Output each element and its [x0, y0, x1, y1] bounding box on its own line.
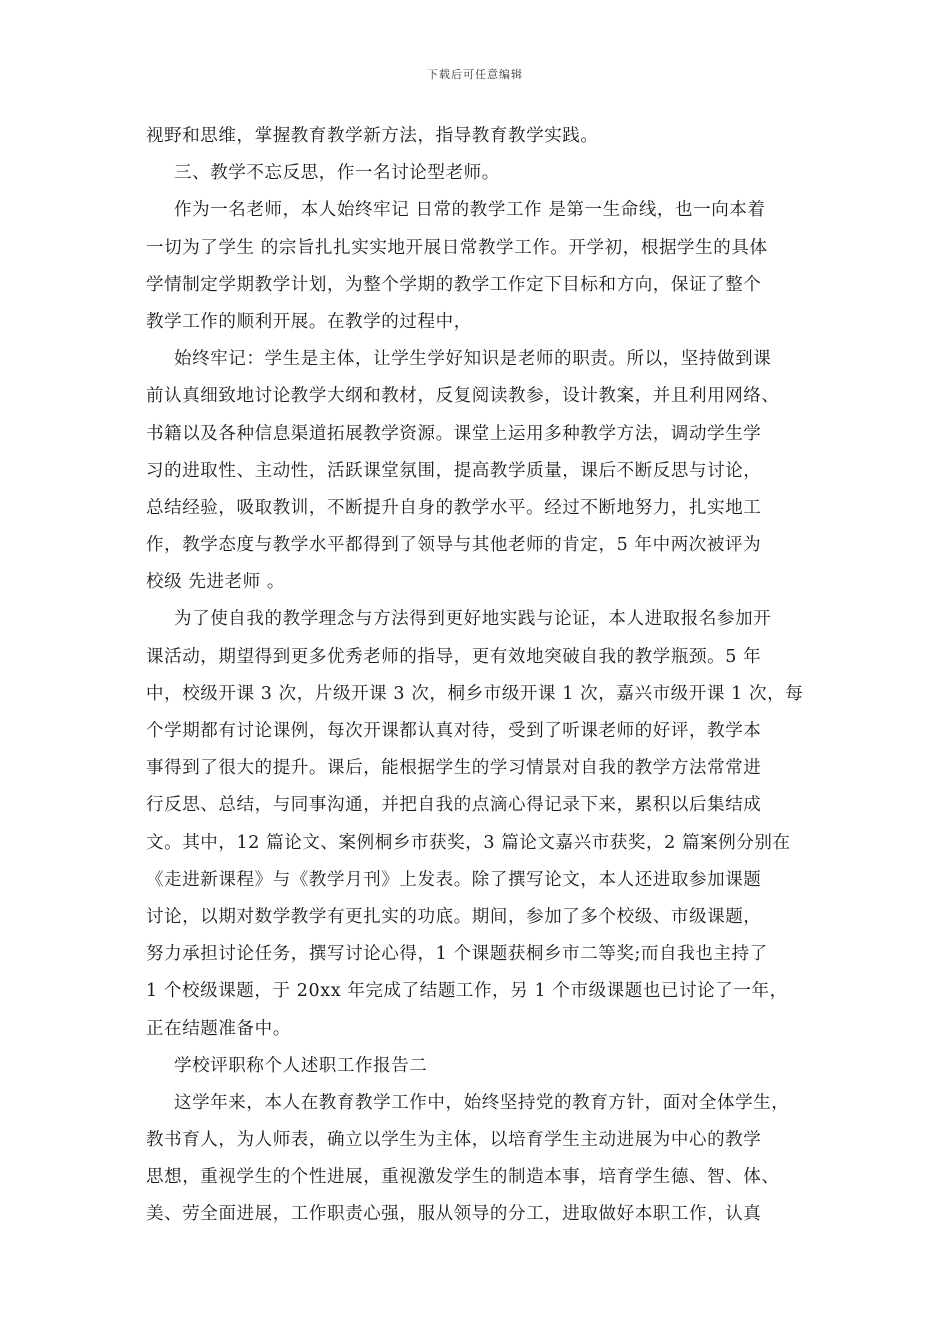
text-line: 视野和思维，掌握教育教学新方法，指导教育教学实践。 [146, 126, 599, 146]
text-line: 作，教学态度与教学水平都得到了领导与其他老师的肯定，5 年中两次被评为 [146, 535, 762, 556]
text-line: 讨论，以期对数学教学有更扎实的功底。期间，参加了多个校级、市级课题， [146, 906, 762, 927]
text-line: 书籍以及各种信息渠道拓展教学资源。课堂上运用多种教学方法，调动学生学 [146, 423, 762, 444]
document-body [146, 118, 806, 1234]
text-line: 1 个校级课题，于 20xx 年完成了结题工作，另 1 个市级课题也已讨论了一年， [146, 981, 788, 1002]
text-line: 文。其中，12 篇论文、案例桐乡市获奖，3 篇论文嘉兴市获奖，2 篇案例分别在 [146, 832, 791, 853]
text-line: 事得到了很大的提升。课后，能根据学生的学习情景对自我的教学方法常常进 [146, 758, 762, 779]
text-line: 学情制定学期教学计划，为整个学期的教学工作定下目标和方向，保证了整个 [146, 274, 762, 295]
text-line: 始终牢记：学生是主体，让学生学好知识是老师的职责。所以，坚持做到课 [174, 349, 772, 370]
text-line: 行反思、总结，与同事沟通，并把自我的点滴心得记录下来，累积以后集结成 [146, 795, 762, 816]
text-line: 总结经验，吸取教训，不断提升自身的教学水平。经过不断地努力，扎实地工 [146, 497, 762, 518]
text-line: 为了使自我的教学理念与方法得到更好地实践与论证，本人进取报名参加开 [174, 609, 772, 630]
text-line: 前认真细致地讨论教学大纲和教材，反复阅读教参，设计教案，并且利用网络、 [146, 386, 780, 407]
text-line: 努力承担讨论任务，撰写讨论心得，1 个课题获桐乡市二等奖;而自我也主持了 [146, 944, 768, 965]
text-line: 作为一名老师，本人始终牢记 日常的教学工作 是第一生命线，也一向本着 [174, 200, 766, 221]
text-line: 《走进新课程》与《教学月刊》上发表。除了撰写论文，本人还进取参加课题 [146, 869, 762, 890]
text-line: 学校评职称个人述职工作报告二 [174, 1055, 428, 1076]
text-line: 这学年来，本人在教育教学工作中，始终坚持党的教育方针，面对全体学生， [174, 1092, 790, 1113]
text-line: 课活动，期望得到更多优秀老师的指导，更有效地突破自我的教学瓶颈。5 年 [146, 646, 762, 667]
text-line: 正在结题准备中。 [146, 1018, 291, 1039]
text-line: 校级 先进老师 。 [146, 572, 286, 593]
text-line: 个学期都有讨论课例，每次开课都认真对待，受到了听课老师的好评，教学本 [146, 721, 762, 741]
text-line: 三、教学不忘反思，作一名讨论型老师。 [174, 163, 500, 184]
text-line: 一切为了学生 的宗旨扎扎实实地开展日常教学工作。开学初，根据学生的具体 [146, 237, 768, 258]
text-line: 教学工作的顺利开展。在教学的过程中， [146, 311, 472, 332]
page-header-note: 下载后可任意编辑 [427, 68, 523, 81]
text-line: 思想，重视学生的个性进展，重视激发学生的制造本事，培育学生德、智、体、 [146, 1167, 780, 1188]
text-line: 习的进取性、主动性，活跃课堂氛围，提高教学质量，课后不断反思与讨论， [146, 460, 762, 481]
text-line: 教书育人，为人师表，确立以学生为主体，以培育学生主动进展为中心的教学 [146, 1130, 762, 1151]
text-line: 中，校级开课 3 次，片级开课 3 次，桐乡市级开课 1 次，嘉兴市级开课 1 次，每 [146, 683, 804, 704]
text-line: 美、劳全面进展，工作职责心强，服从领导的分工，进取做好本职工作，认真 [146, 1204, 762, 1225]
